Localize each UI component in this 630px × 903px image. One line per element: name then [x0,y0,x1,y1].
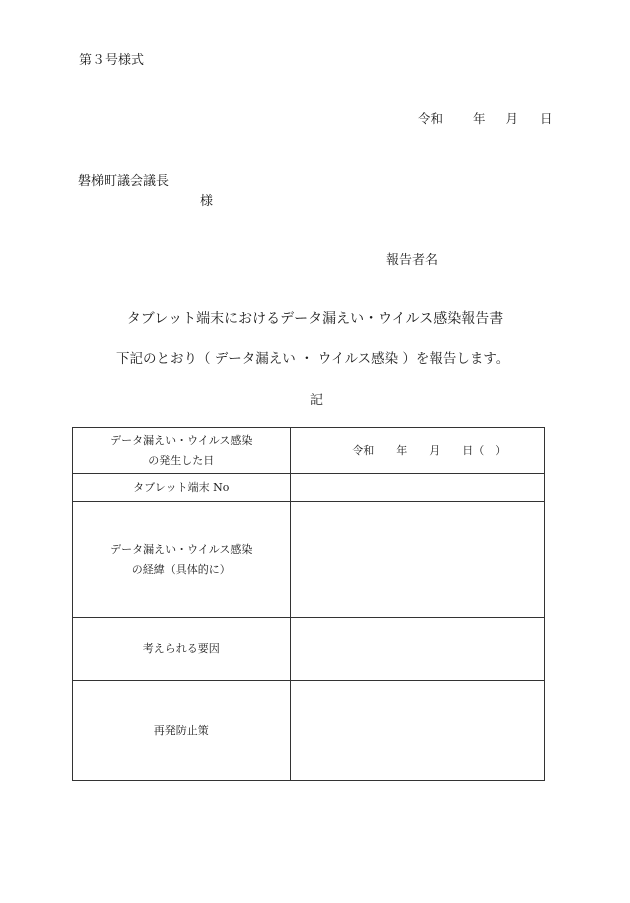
form-number: 第３号様式 [79,53,145,68]
date-day: 日 [540,111,553,126]
table-row [73,681,545,781]
ki-heading: 記 [310,393,324,408]
table-row [73,502,545,618]
occurrence-date-field[interactable]: 令和 年 月 日（ ） [290,428,544,474]
date-month: 月 [505,111,519,126]
tablet-number-field[interactable] [290,474,544,502]
table-row [73,474,545,502]
reporter-name-label: 報告者名 [386,253,439,268]
label-line: の経緯（具体的に） [131,562,231,576]
document-body: 下記のとおり（ データ漏えい ・ ウイルス感染 ）を報告します。 [116,351,510,367]
incident-details-field[interactable] [290,502,544,618]
recipient-honorific: 様 [200,194,214,209]
occurrence-date-label [73,428,291,474]
prevention-measures-field[interactable] [290,681,544,781]
incident-details-label [73,502,291,618]
label-line: データ漏えい・ウイルス感染 [110,433,253,447]
date-era: 令和 [418,111,444,126]
table-row [73,428,545,474]
report-date [418,109,553,127]
date-year: 年 [473,111,486,126]
possible-cause-field[interactable] [290,618,544,681]
report-table [72,427,545,781]
label-line: の発生した日 [148,453,215,467]
table-row [73,618,545,681]
tablet-number-label: タブレット端末 No [73,474,291,502]
recipient-name: 磐梯町議会議長 [78,174,170,189]
document-title: タブレット端末におけるデータ漏えい・ウイルス感染報告書 [126,311,504,327]
prevention-measures-label: 再発防止策 [73,681,291,781]
possible-cause-label: 考えられる要因 [73,618,291,681]
label-line: データ漏えい・ウイルス感染 [110,542,253,556]
